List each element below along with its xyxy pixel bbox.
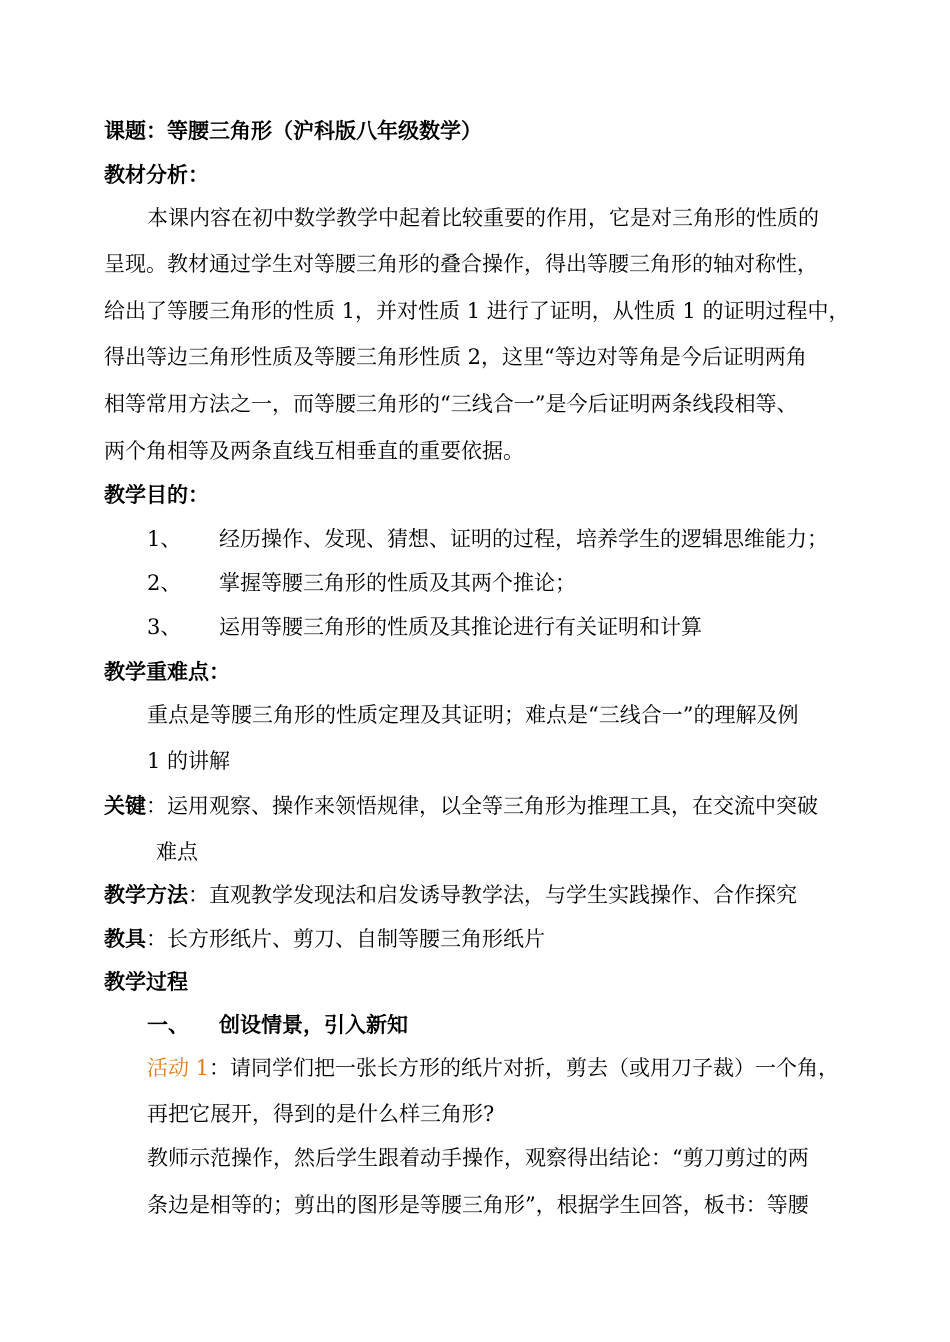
key-line-2: 难点 [156, 840, 198, 864]
lesson-title [104, 117, 482, 145]
section-heading-1 [147, 1011, 408, 1039]
objective-num: 3、 [147, 615, 182, 639]
demo-line-2: 条边是相等的；剪出的图形是等腰三角形”，根据学生回答，板书：等腰 [147, 1193, 809, 1217]
activity-line-1 [147, 1054, 839, 1082]
key-label: 关键 [104, 793, 146, 818]
demo-line-1: 教师示范操作，然后学生跟着动手操作，观察得出结论：“剪刀剪过的两 [147, 1146, 809, 1170]
objective-text: 经历操作、发现、猜想、证明的过程，培养学生的逻辑思维能力； [219, 527, 828, 551]
analysis-line-2: 呈现。教材通过学生对等腰三角形的叠合操作，得出等腰三角形的轴对称性， [104, 252, 818, 276]
objectives-heading: 教学目的： [104, 482, 209, 507]
analysis-line-3: 给出了等腰三角形的性质 1，并对性质 1 进行了证明，从性质 1 的证明过程中， [104, 299, 850, 323]
objective-item-2 [147, 569, 576, 597]
analysis-line-6: 两个角相等及两条直线互相垂直的重要依据。 [104, 439, 524, 463]
title-text: 等腰三角形（沪科版八年级数学） [167, 118, 482, 143]
analysis-line-1: 本课内容在初中数学教学中起着比较重要的作用，它是对三角形的性质的 [147, 206, 819, 230]
tools-line [104, 925, 545, 953]
analysis-line-4: 得出等边三角形性质及等腰三角形性质 2，这里“等边对等角是今后证明两角 [104, 345, 807, 369]
tools-text: ：长方形纸片、剪刀、自制等腰三角形纸片 [146, 927, 545, 951]
objective-num: 2、 [147, 571, 182, 595]
objective-text: 运用等腰三角形的性质及其推论进行有关证明和计算 [219, 615, 702, 639]
key-line-1 [104, 792, 818, 820]
objective-item-3 [147, 613, 702, 641]
analysis-line-5: 相等常用方法之一，而等腰三角形的“三线合一”是今后证明两条线段相等、 [104, 392, 798, 416]
key-difficult-heading: 教学重难点： [104, 659, 230, 684]
analysis-heading: 教材分析： [104, 162, 209, 187]
key-colon: ： [146, 794, 167, 818]
title-label: 课题： [104, 118, 167, 143]
process-heading: 教学过程 [104, 969, 188, 994]
method-text: ：直观教学发现法和启发诱导教学法，与学生实践操作、合作探究 [188, 883, 797, 907]
method-line [104, 881, 797, 909]
activity-line-2: 再把它展开，得到的是什么样三角形? [147, 1102, 495, 1126]
method-label: 教学方法 [104, 882, 188, 907]
objective-text: 掌握等腰三角形的性质及其两个推论； [219, 571, 576, 595]
objective-num: 1、 [147, 527, 182, 551]
section-num: 一、 [147, 1012, 189, 1037]
key-text: 运用观察、操作来领悟规律，以全等三角形为推理工具，在交流中突破 [167, 794, 818, 818]
section-title: 创设情景，引入新知 [219, 1012, 408, 1037]
activity-text: ：请同学们把一张长方形的纸片对折，剪去（或用刀子裁）一个角， [209, 1056, 840, 1080]
activity-label: 活动 1 [147, 1056, 210, 1080]
objective-item-1 [147, 525, 828, 553]
key-difficult-line-1: 重点是等腰三角形的性质定理及其证明；难点是“三线合一”的理解及例 [147, 703, 799, 727]
tools-label: 教具 [104, 926, 146, 951]
key-difficult-line-2: 1 的讲解 [147, 749, 231, 773]
